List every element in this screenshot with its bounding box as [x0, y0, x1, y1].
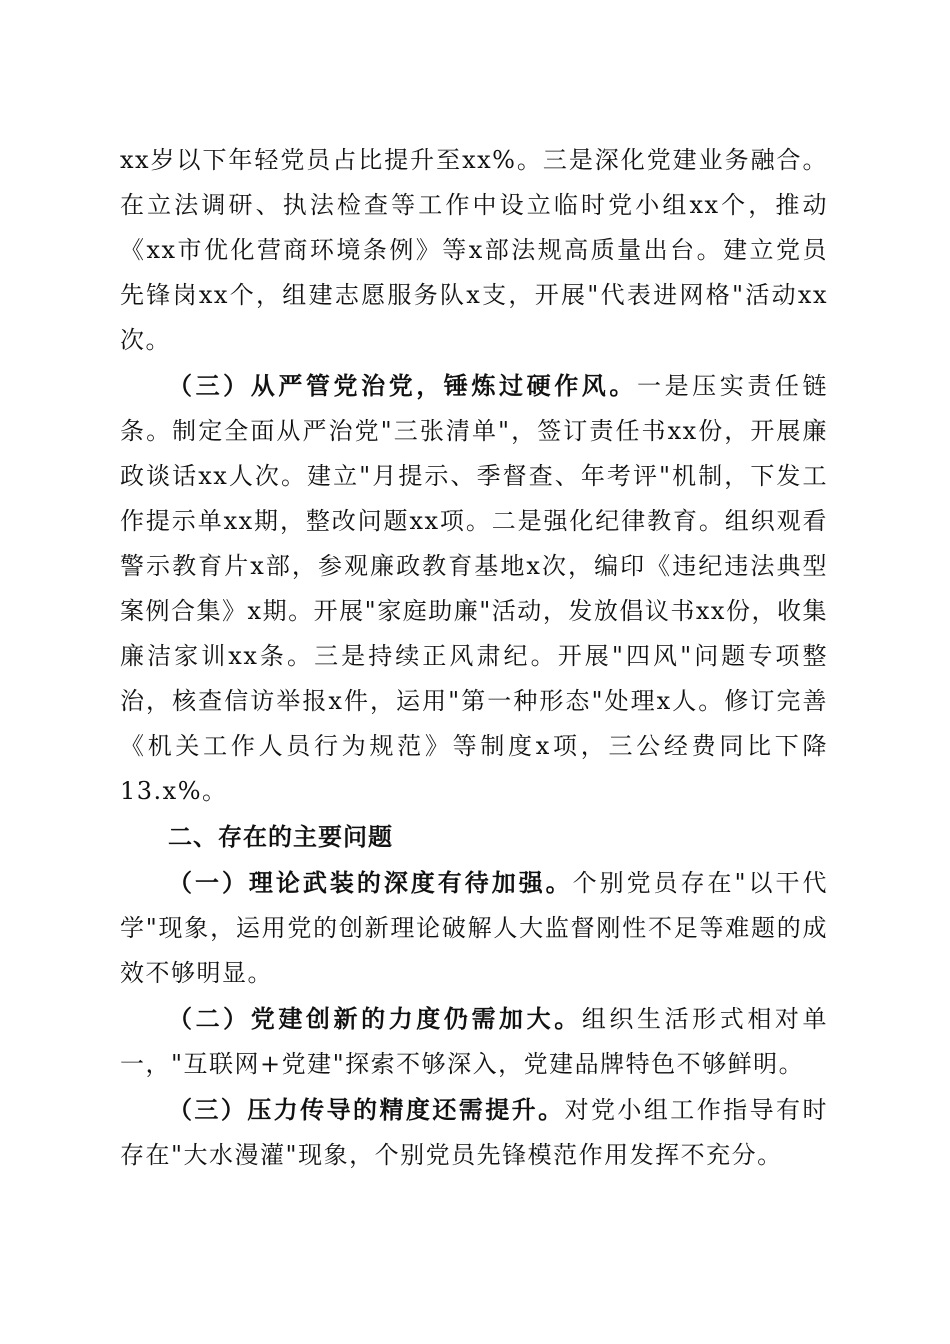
paragraph-lead: （三）从严管党治党，锤炼过硬作风。: [168, 371, 637, 400]
problem-text: 对党小组工作指导有时存在"大水漫灌"现象，个别党员先锋模范作用发挥不充分。: [120, 1096, 828, 1169]
problem-lead: （二）党建创新的力度仍需加大。: [168, 1004, 582, 1033]
section-heading: 二、存在的主要问题: [168, 823, 393, 851]
problem-item-1: [120, 860, 828, 996]
paragraph-text: xx岁以下年轻党员占比提升至xx%。三是深化党建业务融合。在立法调研、执法检查等工作中设立临时党小组xx个，推动《xx市优化营商环境条例》等x部法规高质量出台。建立党员先锋岗xx个，组建志愿服务队x支，开展"代表进网格"活动xx次。: [120, 146, 828, 354]
problem-lead: （三）压力传导的精度还需提升。: [168, 1095, 565, 1124]
problem-text: 个别党员存在"以干代学"现象，运用党的创新理论破解人大监督刚性不足等难题的成效不够明显。: [120, 869, 829, 987]
paragraph-text: 一是压实责任链条。制定全面从严治党"三张清单"，签订责任书xx份，开展廉政谈话xx人次。建立"月提示、季督查、年考评"机制，下发工作提示单xx期，整改问题xx项。二是强化纪律教育。组织观看警示教育片x部，参观廉政教育基地x次，编印《违纪违法典型案例合集》x期。开展"家庭助廉"活动，发放倡议书xx份，收集廉洁家训xx条。三是持续正风肃纪。开展"四风"问题专项整治，核查信访举报x件，运用"第一种形态"处理x人。修订完善《机关工作人员行为规范》等制度x项，三公经费同比下降13.x%。: [120, 372, 829, 805]
problem-text: 组织生活形式相对单一，"互联网+党建"探索不够深入，党建品牌特色不够鲜明。: [120, 1005, 829, 1078]
paragraph-strict-governance: [120, 363, 828, 814]
problem-lead: （一）理论武装的深度有待加强。: [168, 868, 573, 897]
document-body: [120, 138, 828, 1178]
paragraph-continuation: [120, 138, 828, 363]
problem-item-3: [120, 1087, 828, 1178]
problem-item-2: [120, 996, 828, 1087]
